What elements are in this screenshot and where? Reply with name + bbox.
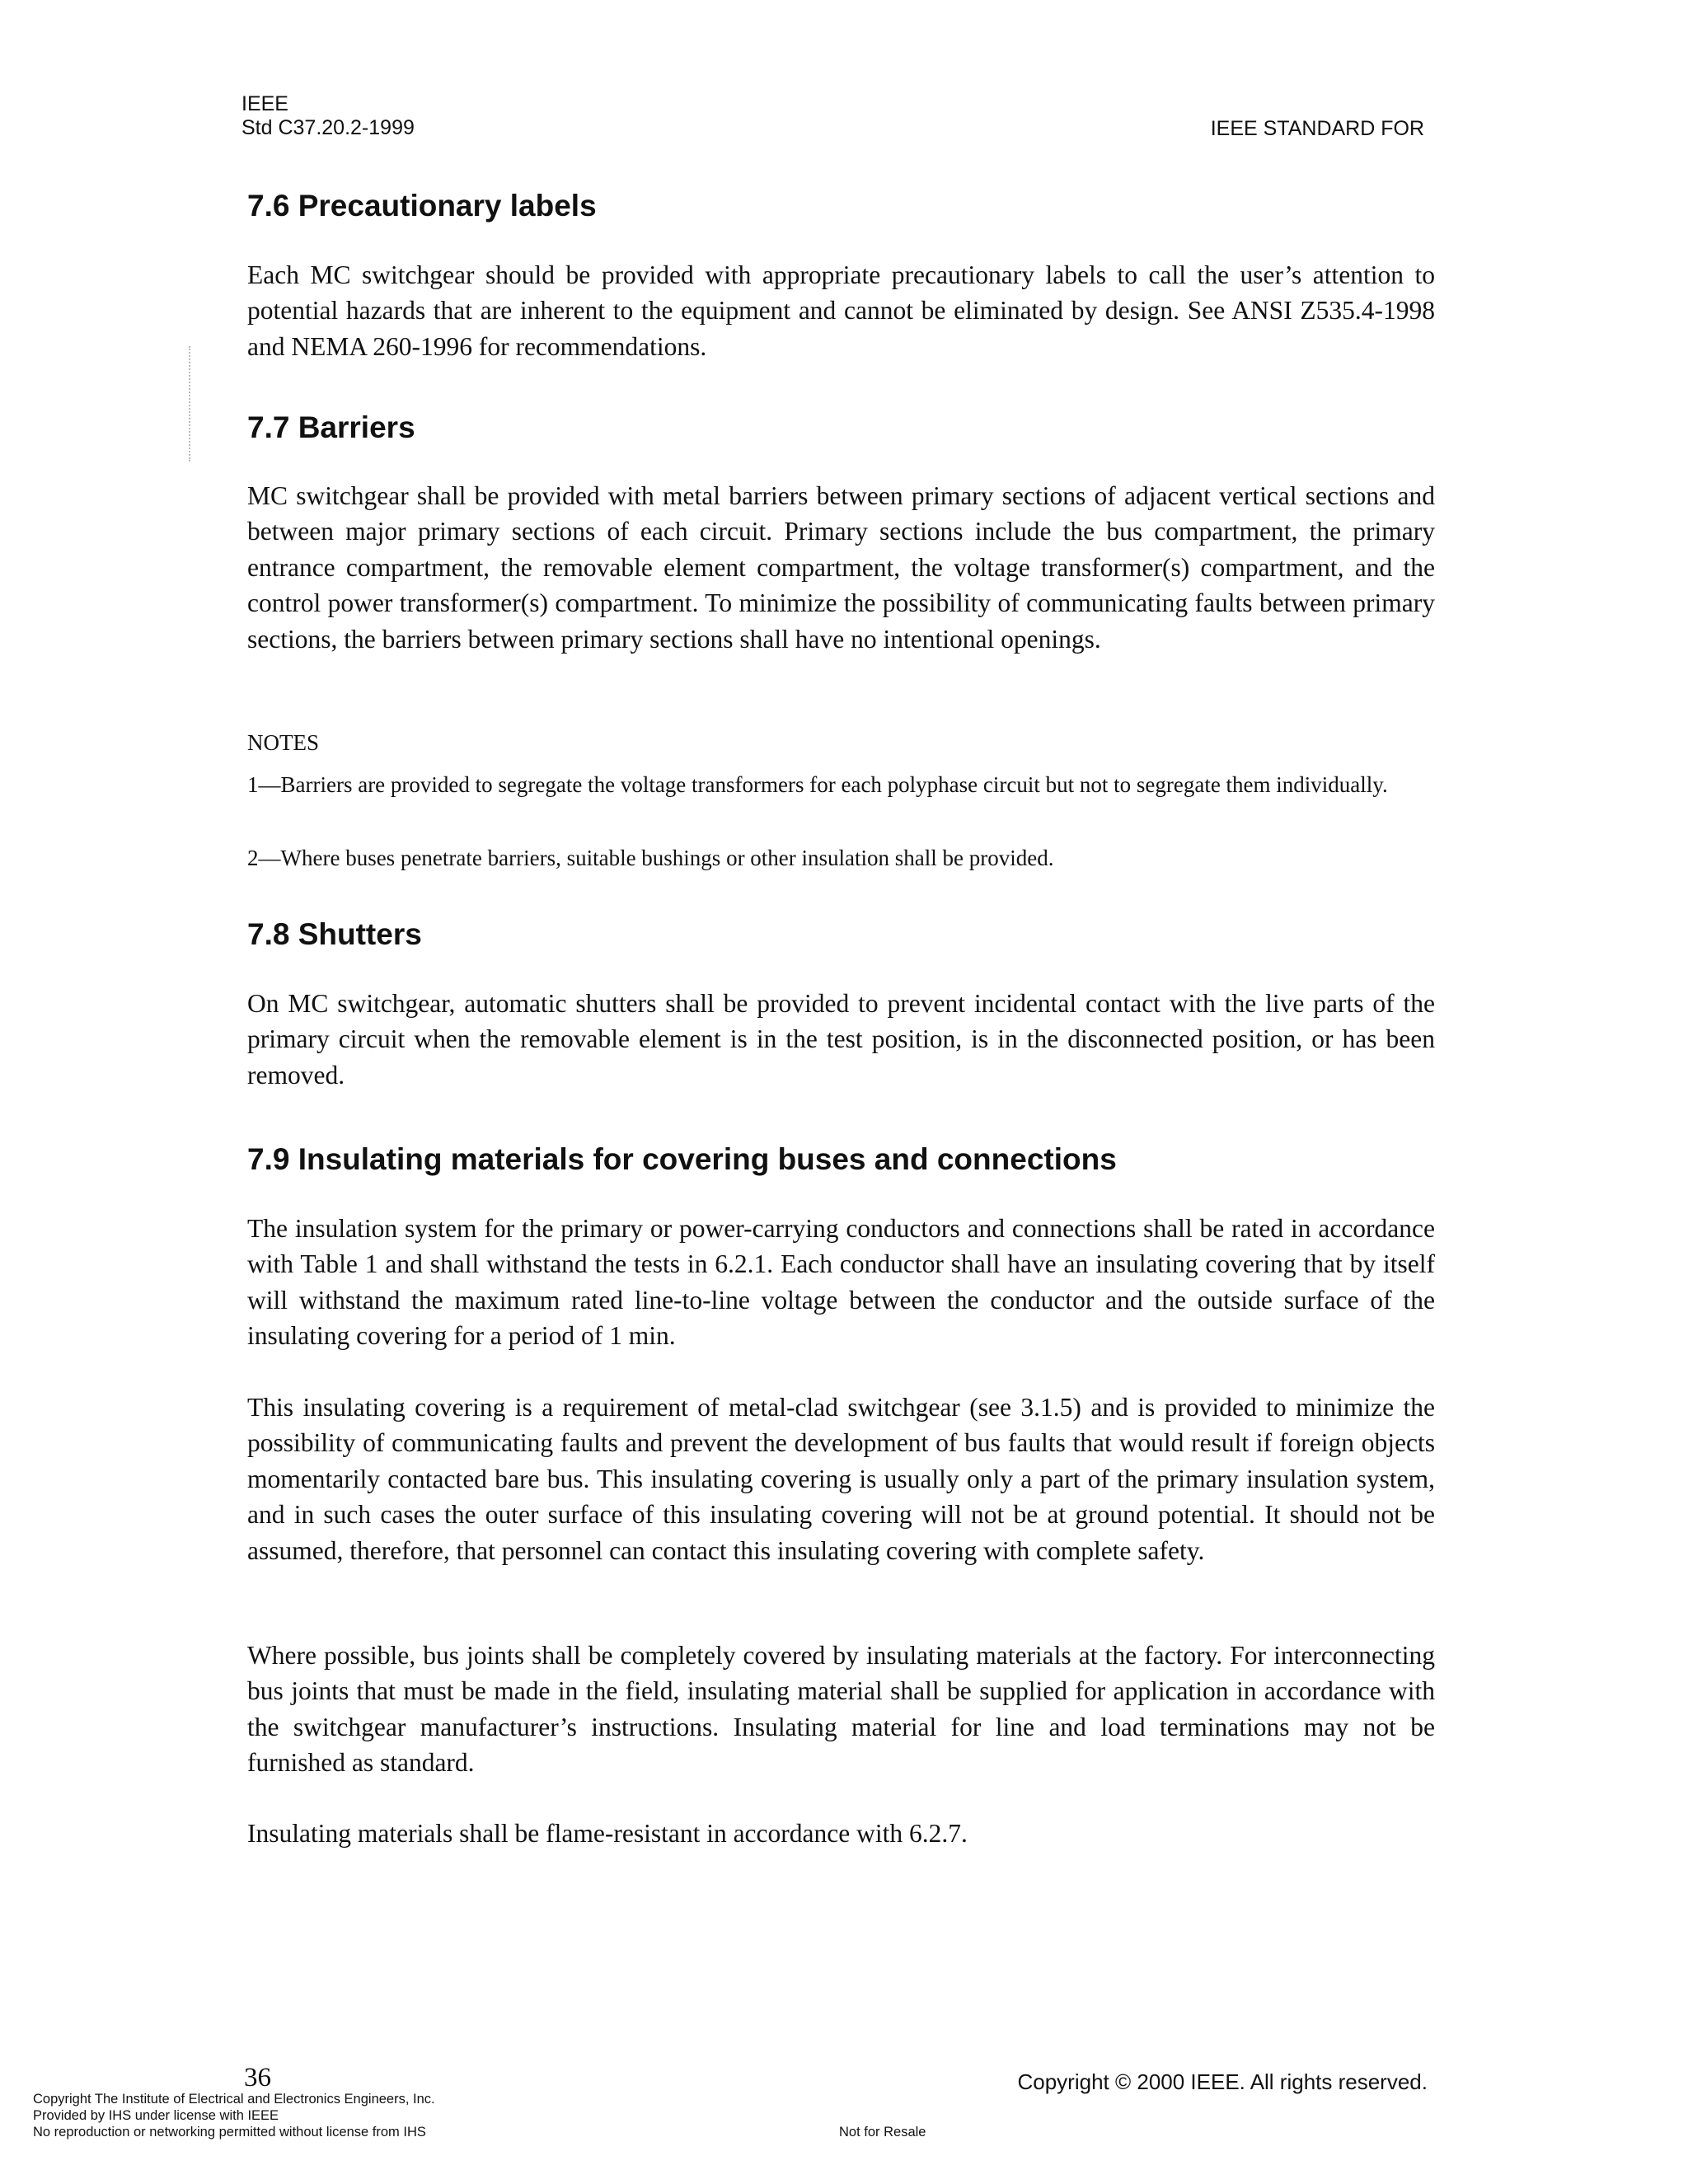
section-7-6-paragraph: Each MC switchgear should be provided with appropriate precautionary labels to call the user’s attention to potential hazards that are inherent to the equipment and cannot be eliminated by design. See ANSI Z535.4-1998 and NEMA 260-1996 for recommendations.	[247, 260, 1435, 361]
notes-heading: NOTES	[247, 730, 319, 755]
section-7-9-paragraph-1: The insulation system for the primary or power-carrying conductors and connections shall be rated in accordance with Table 1 and shall withstand the tests in 6.2.1. Each conductor shall have an insulating covering that by itself will withstand the maximum rated line-to-line voltage between the conductor and the outside surface of the insulating covering for a period of 1 min.	[247, 1214, 1435, 1351]
section-7-8-heading: 7.8 Shutters	[247, 917, 422, 951]
section-7-8-paragraph: On MC switchgear, automatic shutters shall be provided to prevent incidental contact with the live parts of the primary circuit when the removable element is in the test position, is in the disconnected position, or has been removed.	[247, 989, 1435, 1090]
header-org: IEEE	[241, 92, 288, 115]
license-line-3: No reproduction or networking permitted without license from IHS	[33, 2125, 426, 2139]
section-7-9-paragraph-3: Where possible, bus joints shall be completely covered by insulating materials at the factory. For interconnecting bus joints that must be made in the field, insulating material shall be supplied for application in accordance with the switchgear manufacturer’s instructions. Insulating material for line and load terminations may not be furnished as standard.	[247, 1641, 1435, 1778]
section-7-9-paragraph-4: Insulating materials shall be flame-resistant in accordance with 6.2.7.	[247, 1819, 968, 1848]
running-header-left	[241, 92, 415, 140]
header-std-number: Std C37.20.2-1999	[241, 116, 415, 139]
license-line-1: Copyright The Institute of Electrical and Electronics Engineers, Inc.	[33, 2092, 435, 2107]
license-line-2: Provided by IHS under license with IEEE	[33, 2108, 279, 2123]
footer-copyright: Copyright © 2000 IEEE. All rights reserved.	[1017, 2069, 1428, 2094]
page-number: 36	[244, 2063, 271, 2093]
not-for-resale-notice: Not for Resale	[839, 2125, 926, 2139]
section-7-9-heading: 7.9 Insulating materials for covering buses and connections	[247, 1142, 1117, 1176]
margin-scan-mark	[189, 346, 194, 462]
running-header-right: IEEE STANDARD FOR	[1210, 117, 1424, 140]
section-7-6-heading: 7.6 Precautionary labels	[247, 189, 597, 223]
section-7-9-paragraph-2: This insulating covering is a requirement of metal-clad switchgear (see 3.1.5) and is provided to minimize the possibility of communicating faults and prevent the development of bus faults that would result if foreign objects momentarily contacted bare bus. This insulating covering is usually only a part of the primary insulation system, and in such cases the outer surface of this insulating covering will not be at ground potential. It should not be assumed, therefore, that personnel can contact this insulating covering with complete safety.	[247, 1393, 1435, 1565]
section-7-7-heading: 7.7 Barriers	[247, 410, 415, 444]
section-7-7-paragraph: MC switchgear shall be provided with metal barriers between primary sections of adjacent vertical sections and between major primary sections of each circuit. Primary sections include the bus compartment, the primary entrance compartment, the removable element compartment, the voltage transformer(s) compartment, and the control power transformer(s) compartment. To minimize the possibility of communicating faults between primary sections, the barriers between primary sections shall have no intentional openings.	[247, 481, 1435, 654]
note-1: 1—Barriers are provided to segregate the voltage transformers for each polyphase circuit but not to segregate them individually.	[247, 772, 1388, 797]
note-2: 2—Where buses penetrate barriers, suitable bushings or other insulation shall be provided.	[247, 846, 1054, 870]
license-notice	[33, 2091, 435, 2140]
